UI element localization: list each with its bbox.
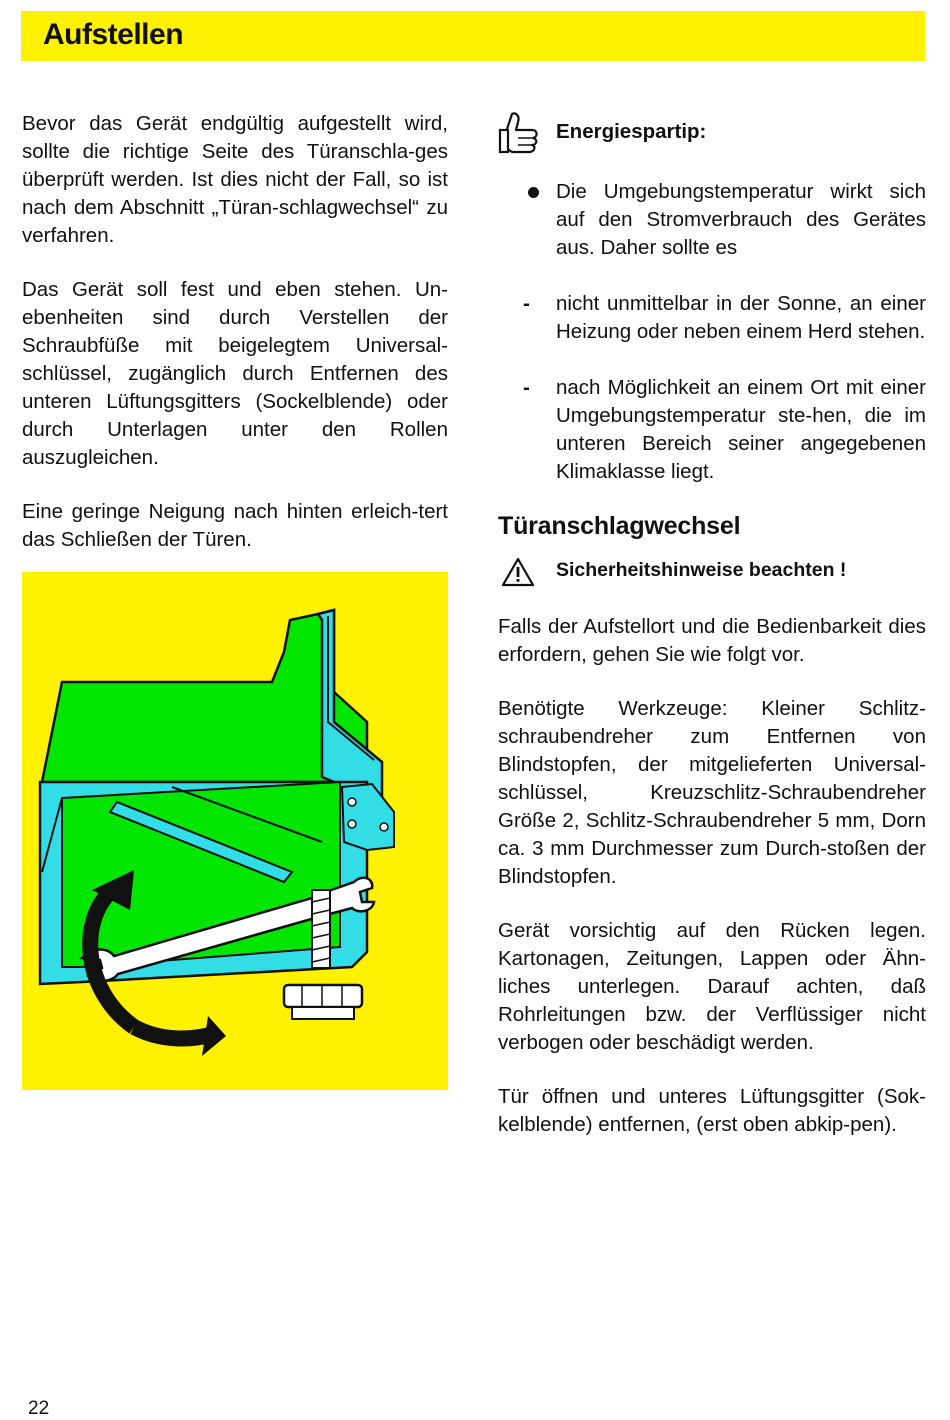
page-title: Aufstellen xyxy=(43,18,184,51)
section-title: Türanschlagwechsel xyxy=(498,512,741,540)
thumbs-up-icon xyxy=(498,110,540,161)
energy-tip-dash-text: nicht unmittelbar in der Sonne, an einer Heizung oder neben einem Herd stehen. xyxy=(556,292,926,343)
tilt-paragraph: Eine geringe Neigung nach hinten erleich-tert das Schließen der Türen. xyxy=(22,500,448,551)
energy-tip-header xyxy=(498,110,926,166)
energy-tip-dash-item xyxy=(498,374,926,486)
leveling-paragraph: Das Gerät soll fest und eben stehen. Un-ebenheiten sind durch Verstellen der Schraubfüße mit beigelegtem Universal-schlüssel, zugänglich durch Entfernen des unteren Lüftungsgitters (Sockelblende) oder durch Unterlagen unter den Rollen auszugleichen. xyxy=(22,278,448,469)
warning-triangle-icon xyxy=(501,557,535,592)
tools-paragraph: Benötigte Werkzeuge: Kleiner Schlitz-schraubendreher zum Entfernen von Blindstopfen, der mitgelieferten Universal-schlüssel, Kreuzschlitz-Schraubendreher Größe 2, Schlitz-Schraubendreher 5 mm, Dorn ca. 3 mm Durchmesser zum Durch-stoßen der Blindstopfen. xyxy=(498,697,926,888)
bullet-dot-icon xyxy=(528,187,539,198)
wrench-adjusting-foot-illustration xyxy=(22,572,448,1090)
energy-tip-item xyxy=(498,178,926,262)
page-number: 22 xyxy=(28,1398,50,1419)
energy-tip-dash-item xyxy=(498,290,926,346)
safety-warning xyxy=(498,551,926,601)
remove-plinth-paragraph: Tür öffnen und unteres Lüftungsgitter (Sok-kelblende) entfernen, (erst oben abkip-pen). xyxy=(498,1085,926,1136)
dash-marker: - xyxy=(523,292,530,315)
door-intro-paragraph: Falls der Aufstellort und die Bedienbarkeit dies erfordern, gehen Sie wie folgt vor. xyxy=(498,615,926,666)
right-column xyxy=(498,110,926,1139)
energy-tip-title: Energiespartip: xyxy=(556,120,707,143)
foot-adjustment-illustration xyxy=(22,572,448,1090)
dash-marker: - xyxy=(523,376,530,399)
intro-paragraph: Bevor das Gerät endgültig aufgestellt wird, sollte die richtige Seite des Türanschla-ges überprüft werden. Ist dies nicht der Fall, so ist nach dem Abschnitt „Türan-schlagwechsel“ zu verfahren. xyxy=(22,112,448,247)
energy-tip-intro: Die Umgebungstemperatur wirkt sich auf den Stromverbrauch des Gerätes aus. Daher sollte es xyxy=(556,180,926,259)
energy-tip-dash-text: nach Möglichkeit an einem Ort mit einer Umgebungstemperatur ste-hen, die im unteren Bereich seiner angegebenen Klimaklasse liegt. xyxy=(556,376,926,483)
left-column xyxy=(22,110,448,554)
lay-down-paragraph: Gerät vorsichtig auf den Rücken legen. Kartonagen, Zeitungen, Lappen oder Ähn-liches unterlegen. Darauf achten, daß Rohrleitungen bzw. der Verflüssiger nicht verbogen oder beschädigt werden. xyxy=(498,919,926,1054)
safety-warning-text: Sicherheitshinweise beachten ! xyxy=(556,559,847,581)
header-band xyxy=(21,11,925,61)
